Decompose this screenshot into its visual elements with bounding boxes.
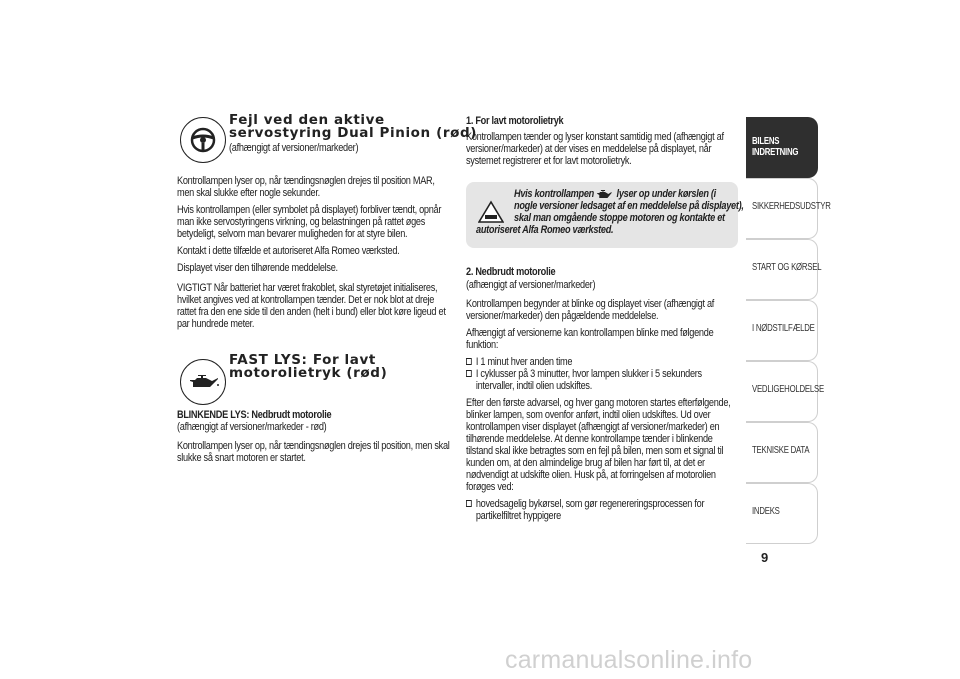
checkbox-bullet-icon (466, 500, 472, 507)
paragraph: VIGTIGT Når batteriet har været frakoblet, skal styretøjet initialiseres, hvilket angives ved at kontrollampen tænder. Det er nok blot at dreje rattet fra den ene side til den anden (helt i bund) eller blot køre ligeud et par hundrede meter. (177, 282, 446, 330)
list-item: I cyklusser på 3 minutter, hvor lampen slukker i 5 sekunders intervaller, indtil olien udskiftes. (466, 368, 737, 392)
list-item: hovedsagelig bykørsel, som gør regenereringsprocessen for partikelfiltret hyppigere (466, 498, 737, 522)
s2-subtitle: (afhængigt af versioner/markeder) (466, 279, 596, 291)
blink-subtitle: (afhængigt af versioner/markeder - rød) (177, 421, 327, 433)
s2-title: 2. Nedbrudt motorolie (466, 266, 556, 278)
warning-text-a: Hvis kontrollampen (514, 188, 594, 200)
list-item: I 1 minut hver anden time (466, 356, 737, 368)
steering-body (177, 175, 451, 335)
paragraph: Efter den første advarsel, og hver gang motoren startes efterfølgende, blinker lampen, som ovenfor anført, indtil olien udskiftes. Ud over kontrollampen viser displayet (afhængigt af versioner/markeder) en tilhørende meddelelse. At denne kontrollampe tænder i blinkende tilstand skal ikke betragtes som en fejl på bilen, men som et signal til kunden om, at den almindelige brug af bilen har ført til, at det er nødvendigt at udskifte olien. Husk på, at forringelsen af motorolien forøges ved: (466, 397, 731, 493)
oil-title-line2: motorolietryk (rød) (229, 365, 388, 381)
tab-start-og-korsel[interactable]: START OG KØRSEL (746, 239, 818, 300)
page-number: 9 (761, 550, 769, 565)
warning-triangle-icon (478, 200, 504, 224)
tab-i-nodstilfaelde[interactable]: I NØDSTILFÆLDE (746, 300, 818, 361)
oil-can-icon (596, 189, 614, 199)
warning-box (466, 182, 744, 248)
paragraph: Afhængigt af versionerne kan kontrollampen blinke med følgende funktion: (466, 327, 714, 351)
s1-paragraph: Kontrollampen tænder og lyser konstant samtidig med (afhængigt af versioner/markeder) at der vises en meddelelse på displayet, når systemet registrerer et for lavt motorolietryk. (466, 131, 724, 167)
steering-subtitle: (afhængigt af versioner/markeder) (229, 142, 359, 154)
tab-vedligeholdelse[interactable]: VEDLIGEHOLDELSE (746, 361, 818, 422)
s2-body (466, 298, 737, 522)
warning-line3: skal man omgående stoppe motoren og kontakte et (514, 212, 725, 224)
oil-title-line1: FAST LYS: For lavt (229, 352, 376, 368)
warning-text (514, 188, 752, 224)
checkbox-bullet-icon (466, 358, 472, 365)
warning-line4: autoriseret Alfa Romeo værksted. (476, 224, 614, 236)
tab-bilens-indretning[interactable]: BILENS INDRETNING (746, 117, 818, 178)
checkbox-bullet-icon (466, 370, 472, 377)
s1-title: 1. For lavt motorolietryk (466, 115, 564, 127)
paragraph: Kontrollampen lyser op, når tændingsnøglen drejes til position MAR, men skal slukke efter nogle sekunder. (177, 175, 435, 199)
blink-title: BLINKENDE LYS: Nedbrudt motorolie (177, 409, 332, 421)
oil-can-icon (180, 359, 226, 405)
paragraph: Kontrollampen begynder at blinke og displayet viser (afhængigt af versioner/markeder) den pågældende meddelelse. (466, 298, 715, 322)
tab-tekniske-data[interactable]: TEKNISKE DATA (746, 422, 818, 483)
paragraph: Displayet viser den tilhørende meddelelse. (177, 262, 338, 274)
steering-title-line1: Fejl ved den aktive (229, 112, 385, 128)
warning-line2: nogle versioner ledsaget af en meddelelse på displayet), (514, 200, 744, 212)
blink-paragraph: Kontrollampen lyser op, når tændingsnøglen drejes til position, men skal slukke så snart motoren er startet. (177, 440, 450, 464)
paragraph: Hvis kontrollampen (eller symbolet på displayet) forbliver tændt, opnår man ikke servostyringens virkning, og belastningen på rattet øges betydeligt, selvom man bevarer muligheden for at styre bilen. (177, 204, 442, 240)
watermark: carmanualsonline.info (505, 646, 753, 674)
steering-wheel-icon (180, 117, 226, 163)
steering-title-line2: servostyring Dual Pinion (rød) (229, 125, 478, 141)
tab-indeks[interactable]: INDEKS (746, 483, 818, 544)
tab-sikkerhedsudstyr[interactable]: SIKKERHEDSUDSTYR (746, 178, 818, 239)
paragraph: Kontakt i dette tilfælde et autoriseret Alfa Romeo værksted. (177, 245, 400, 257)
warning-text-b: lyser op under kørslen (i (616, 188, 716, 200)
